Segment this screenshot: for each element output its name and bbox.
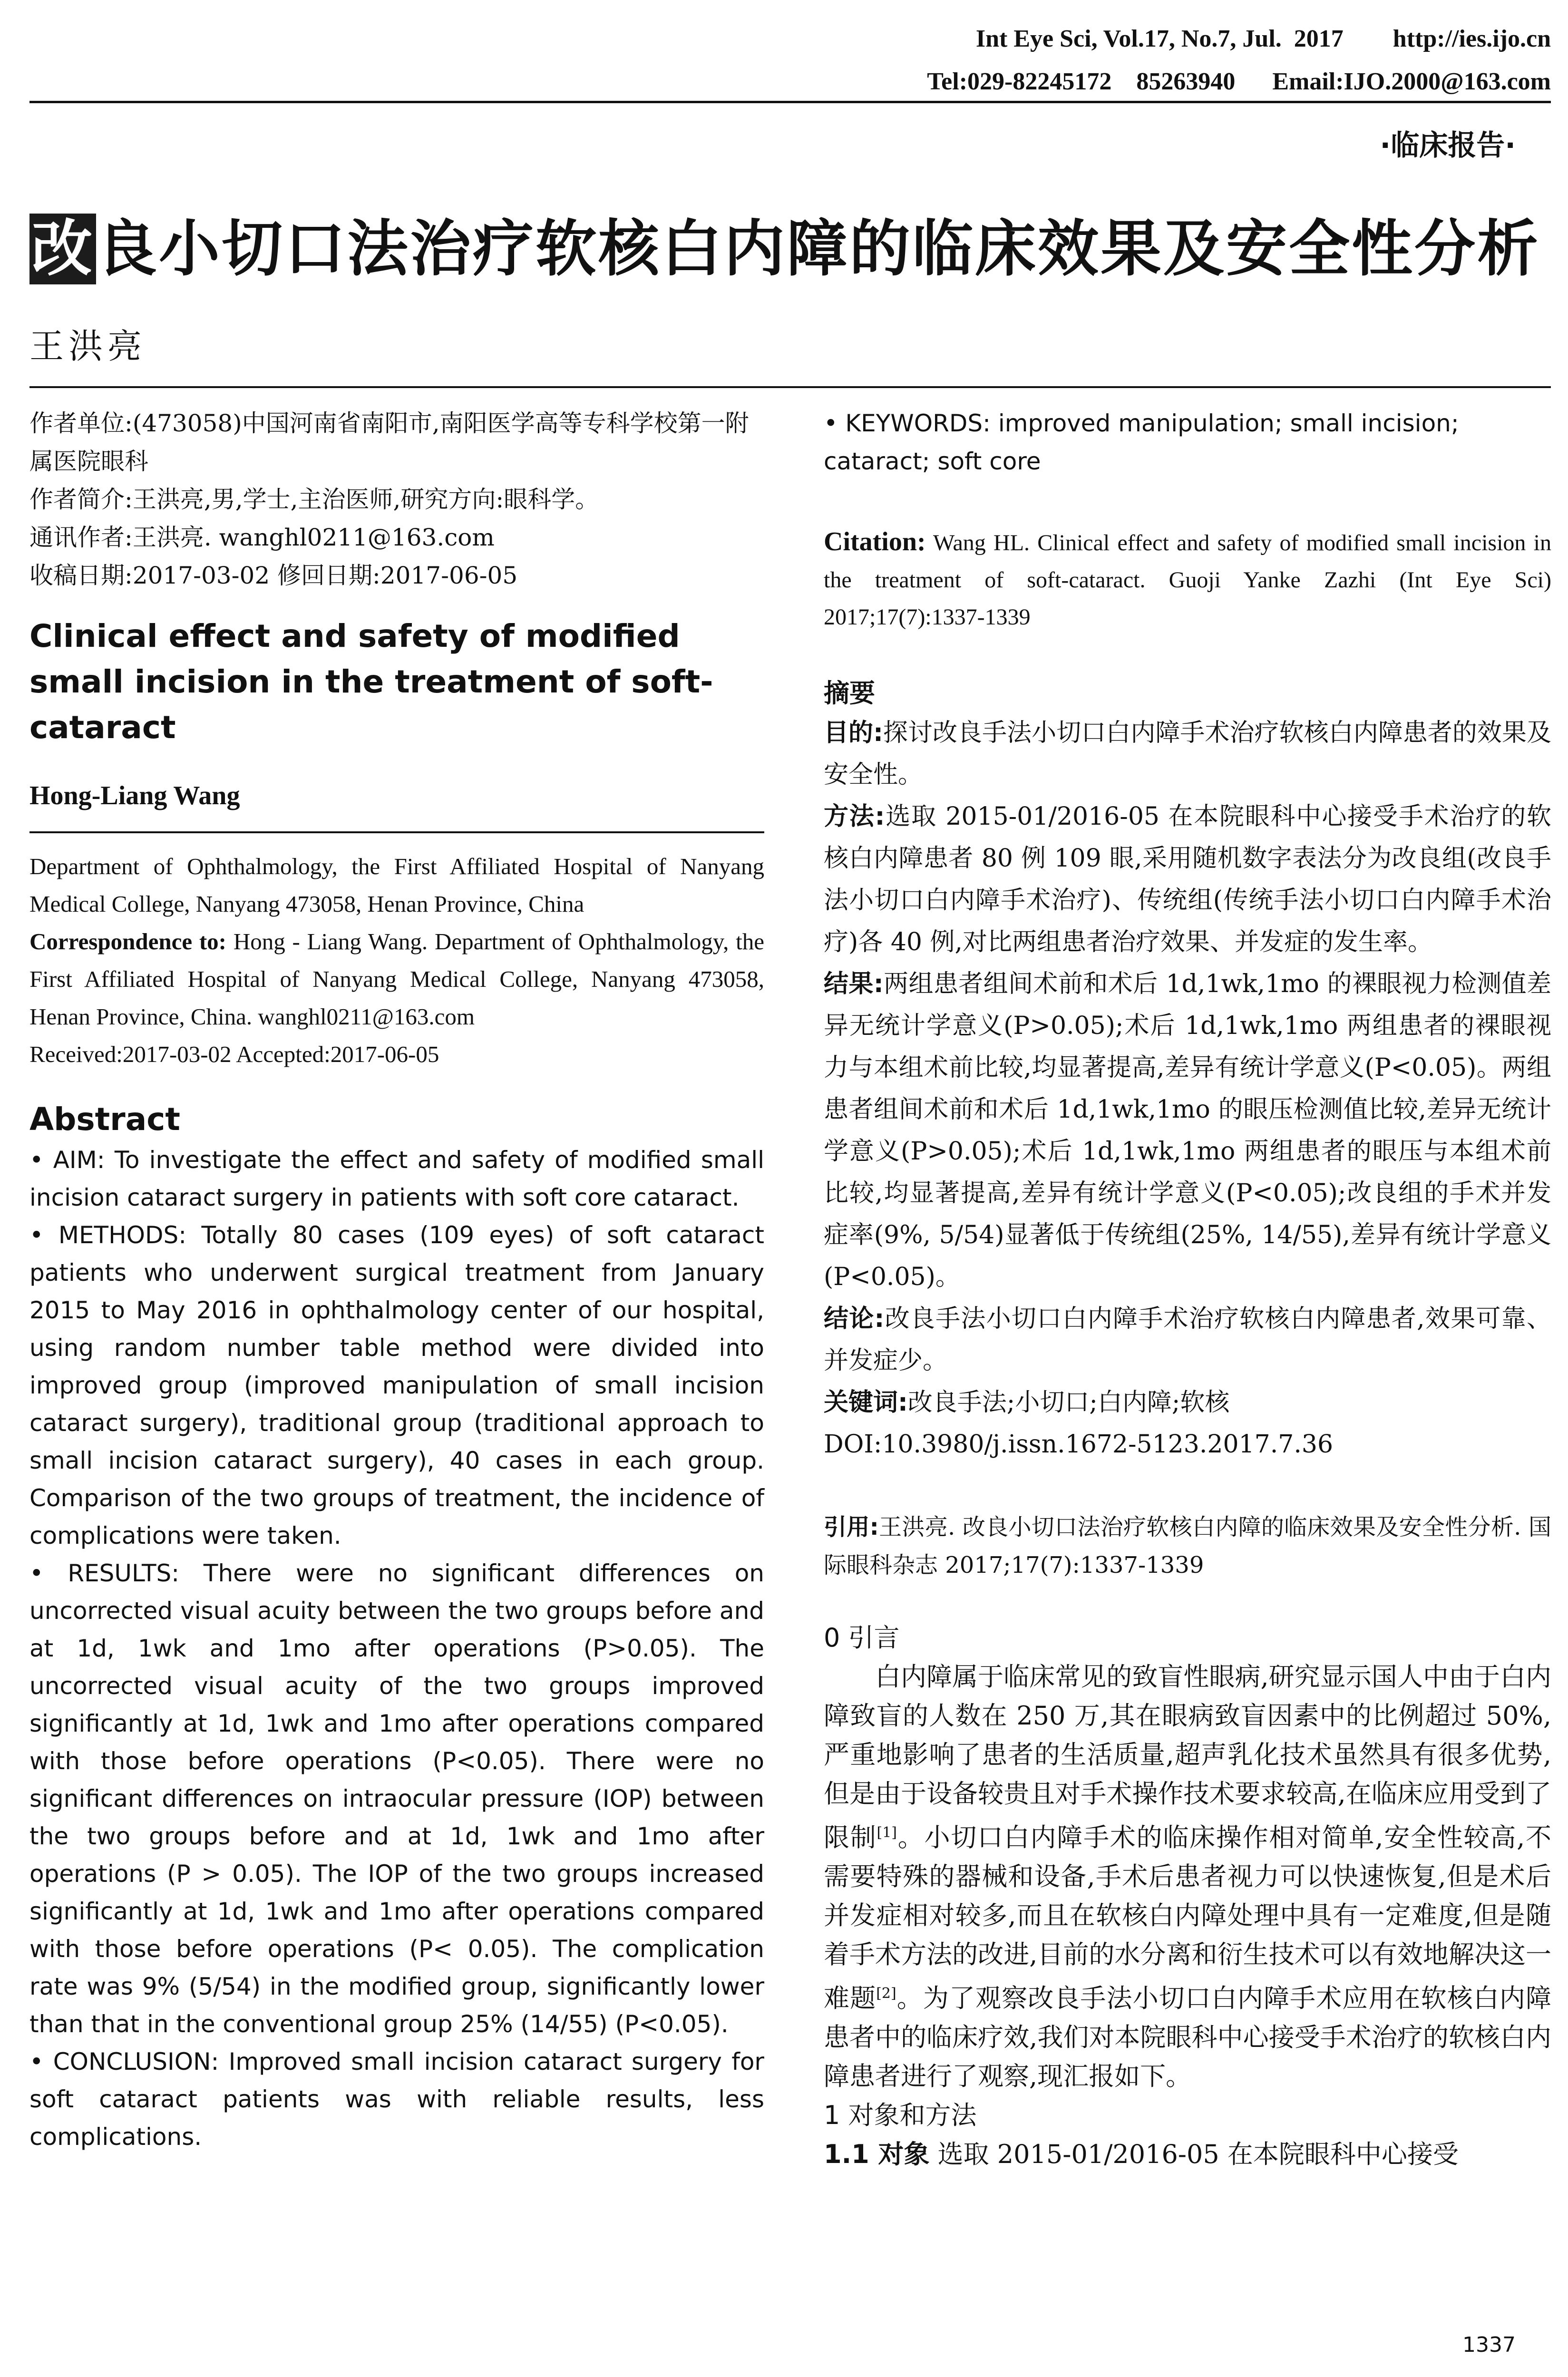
page-number: 1337 (1462, 2333, 1516, 2357)
title-en: Clinical effect and safety of modified small incision in the treatment of soft-cataract (29, 618, 713, 746)
cn-label-aim: 目的: (824, 719, 883, 747)
citation (824, 523, 1551, 636)
author-rule (29, 831, 764, 833)
reference-2[interactable]: [2] (876, 1985, 896, 2002)
affiliation-en: Department of Ophthalmology, the First Affiliated Hospital of Nanyang Medical College, Nanyang 473058, Henan Province, China (29, 853, 764, 917)
journal-header-line-1: Int Eye Sci, Vol.17, No.7, Jul. 2017 http://ies.ijo.cn (975, 25, 1551, 52)
article-title (29, 200, 1540, 287)
keywords-en: • KEYWORDS: improved manipulation; small incision; cataract; soft core (824, 409, 1459, 475)
cn-label-methods: 方法: (824, 802, 885, 831)
cn-abstract-aim (824, 712, 1551, 796)
dates-cn: 收稿日期:2017-03-02 修回日期:2017-06-05 (29, 562, 518, 589)
intro-text-3: 。为了观察改良手法小切口白内障手术应用在软核白内障患者中的临床疗效,我们对本院眼科中心接受手术治疗的软核白内障患者进行了观察,现汇报如下。 (824, 1983, 1551, 2091)
abstract-body (29, 1141, 764, 2156)
cn-abstract (824, 712, 1551, 1465)
affiliation-unit: 作者单位:(473058)中国河南省南阳市,南阳医学高等专科学校第一附属医院眼科 (29, 409, 749, 475)
journal-url[interactable]: http://ies.ijo.cn (1393, 25, 1551, 52)
intro-paragraph (824, 1657, 1551, 2096)
cn-label-conclusion: 结论: (824, 1305, 885, 1333)
abstract-aim: • AIM: To investigate the effect and safety of modified small incision cataract surgery in patients with soft core cataract. (29, 1146, 764, 1211)
right-column (824, 404, 1551, 2174)
reference-1[interactable]: [1] (877, 1824, 897, 1841)
citation-text: Wang HL. Clinical effect and safety of modified small incision in the treatment of soft-cataract. Guoji Yanke Zazhi (Int Eye Sci) 2017;17(7):1337-1339 (824, 530, 1551, 630)
title-first-char: 改 (29, 214, 96, 284)
cn-label-keywords: 关键词: (824, 1388, 908, 1417)
correspondence-label: Correspondence to: (29, 928, 227, 955)
doi[interactable] (824, 1423, 1551, 1465)
section-tag: ·临床报告· (1380, 129, 1516, 162)
author-en: Hong-Liang Wang (29, 781, 240, 810)
cn-text-keywords: 改良手法;小切口;白内障;软核 (907, 1388, 1230, 1417)
cn-text-conclusion: 改良手法小切口白内障手术治疗软核白内障患者,效果可靠、并发症少。 (824, 1305, 1552, 1375)
citation-label: Citation: (824, 527, 926, 556)
intro-text-1: 白内障属于临床常见的致盲性眼病,研究显示国人中由于白内障致盲的人数在 250 万,其在眼病致盲因素中的比例超过 50%,严重地影响了患者的生活质量,超声乳化技术虽然具有很多优势,但是由于设备较贵且对手术操作技术要求较高,在临床应用受到了限制 (824, 1662, 1551, 1852)
abstract-heading: Abstract (29, 1101, 180, 1138)
intro-body (824, 1657, 1551, 2096)
correspondence-text: Hong - Liang Wang. Department of Ophthalmology, the First Affiliated Hospital of Nanyang Medical College, Nanyang 473058, Henan Province, China. wanghl0211@163.com (29, 928, 765, 1030)
title-rule (29, 386, 1551, 388)
subsection-1-1 (824, 2135, 1551, 2174)
correspondence (29, 923, 764, 1035)
journal-header-line-2: Tel:029-82245172 85263940 Email:IJO.2000@163.com (927, 68, 1551, 95)
subsection-text: 选取 2015-01/2016-05 在本院眼科中心接受 (937, 2139, 1459, 2169)
cn-abstract-conclusion (824, 1298, 1551, 1382)
title-rest: 良小切口法治疗软核白内障的临床效果及安全性分析 (96, 214, 1540, 284)
intro-text-2: 。小切口白内障手术的临床操作相对简单,安全性较高,不需要特殊的器械和设备,手术后患者视力可以快速恢复,但是术后并发症相对较多,而且在软核白内障处理中具有一定难度,但是随着手术方法的改进,目前的水分离和衍生技术可以有效地解决这一难题 (824, 1822, 1552, 2013)
header-rule (29, 101, 1551, 103)
received-accepted: Received:2017-03-02 Accepted:2017-06-05 (29, 1041, 439, 1067)
cn-text-aim: 探讨改良手法小切口白内障手术治疗软核白内障患者的效果及安全性。 (824, 719, 1551, 789)
left-column (29, 404, 764, 2156)
cn-abstract-heading: 摘要 (824, 678, 875, 708)
doi-text[interactable]: DOI:10.3980/j.issn.1672-5123.2017.7.36 (824, 1430, 1334, 1459)
author-bio: 作者简介:王洪亮,男,学士,主治医师,研究方向:眼科学。 (29, 486, 599, 513)
abstract-methods: • METHODS: Totally 80 cases (109 eyes) of soft cataract patients who underwent surgical treatment from January 2015 to May 2016 in ophthalmology center of our hospital, using random number table method were divided into improved group (improved manipulation of small incision cataract surgery), traditional group (traditional approach to small incision cataract surgery), 40 cases in each group. Comparison of the two groups of treatment, the incidence of complications were taken. (29, 1221, 764, 1549)
journal-email[interactable]: Email:IJO.2000@163.com (1272, 68, 1551, 95)
cn-keywords (824, 1382, 1551, 1423)
cn-citation-label: 引用: (824, 1514, 879, 1540)
abstract-results: • RESULTS: There were no significant differences on uncorrected visual acuity between the two groups before and at 1d, 1wk and 1mo after operations (P>0.05). The uncorrected visual acuity of the two groups improved significantly at 1d, 1wk and 1mo after operations compared with those before operations (P<0.05). There were no significant differences on intraocular pressure (IOP) between the two groups before and at 1d, 1wk and 1mo after operations (P > 0.05). The IOP of the two groups increased significantly at 1d, 1wk and 1mo after operations compared with those before operations (P< 0.05). The complication rate was 9% (5/54) in the modified group, significantly lower than that in the conventional group 25% (14/55) (P<0.05). (29, 1559, 764, 2038)
intro-heading: 0 引言 (824, 1623, 900, 1653)
cn-text-methods: 选取 2015-01/2016-05 在本院眼科中心接受手术治疗的软核白内障患者 80 例 109 眼,采用随机数字表法分为改良组(改良手法小切口白内障手术治疗)、传统组(传统手法小切口白内障手术治疗)各 40 例,对比两组患者治疗效果、并发症的发生率。 (824, 802, 1552, 956)
cn-label-results: 结果: (824, 970, 884, 998)
cn-text-results: 两组患者组间术前和术后 1d,1wk,1mo 的裸眼视力检测值差异无统计学意义(P>0.05);术后 1d,1wk,1mo 两组患者的裸眼视力与本组术前比较,均显著提高,差异有统计学意义(P<0.05)。两组患者组间术前和术后 1d,1wk,1mo 的眼压检测值比较,差异无统计学意义(P>0.05);术后 1d,1wk,1mo 两组患者的眼压与本组术前比较,均显著提高,差异有统计学意义(P<0.05);改良组的手术并发症率(9%, 5/54)显著低于传统组(25%, 14/55),差异有统计学意义(P<0.05)。 (824, 970, 1551, 1291)
abstract-conclusion: • CONCLUSION: Improved small incision cataract surgery for soft cataract patients was with reliable results, less complications. (29, 2048, 764, 2151)
affiliation-cn (29, 404, 764, 594)
corresponding-author: 通讯作者:王洪亮. wanghl0211@163.com (29, 524, 495, 551)
cn-citation-text: 王洪亮. 改良小切口法治疗软核白内障的临床效果及安全性分析. 国际眼科杂志 2017;17(7):1337-1339 (824, 1514, 1551, 1578)
author-cn: 王洪亮 (29, 326, 147, 366)
subsection-label: 1.1 对象 (824, 2139, 930, 2169)
cn-abstract-results (824, 963, 1551, 1298)
cn-abstract-methods (824, 796, 1551, 963)
methods-heading: 1 对象和方法 (824, 2100, 977, 2130)
affiliation-en-block (29, 848, 764, 1073)
cn-citation (824, 1508, 1551, 1584)
